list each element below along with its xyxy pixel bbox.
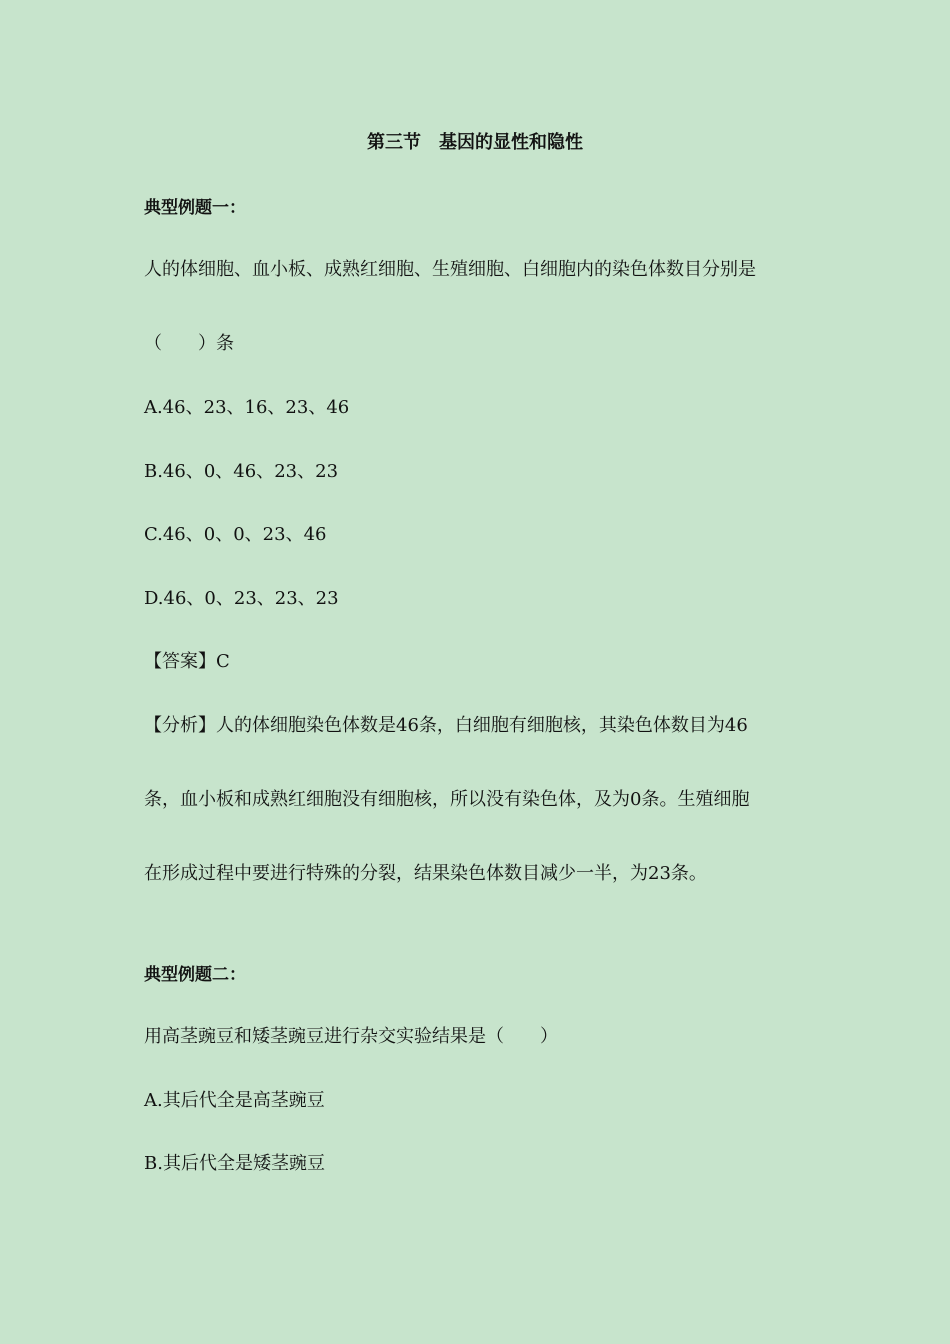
example1-option-d: D.46、0、23、23、23 [144,588,339,609]
example2-option-a: A.其后代全是高茎豌豆 [144,1090,325,1111]
example2-question: 用高茎豌豆和矮茎豌豆进行杂交实验结果是（ ） [144,1026,558,1047]
example1-analysis-line2: 条，血小板和成熟红细胞没有细胞核，所以没有染色体，及为0条。生殖细胞 [144,789,750,810]
example1-heading: 典型例题一： [144,198,246,218]
example1-analysis-line1: 【分析】人的体细胞染色体数是46条，白细胞有细胞核，其染色体数目为46 [144,715,748,736]
example1-answer: 【答案】C [144,651,230,672]
example1-analysis-line3: 在形成过程中要进行特殊的分裂，结果染色体数目减少一半，为23条。 [144,863,707,884]
example2-option-b: B.其后代全是矮茎豌豆 [144,1153,325,1174]
example1-option-a: A.46、23、16、23、46 [144,397,350,418]
example2-heading: 典型例题二： [144,965,246,985]
example1-option-c: C.46、0、0、23、46 [144,524,327,545]
example1-option-b: B.46、0、46、23、23 [144,461,339,482]
section-title: 第三节 基因的显性和隐性 [367,132,583,153]
example1-question-line1: 人的体细胞、血小板、成熟红细胞、生殖细胞、白细胞内的染色体数目分别是 [144,259,756,280]
example1-question-line2: （ ）条 [144,333,234,354]
